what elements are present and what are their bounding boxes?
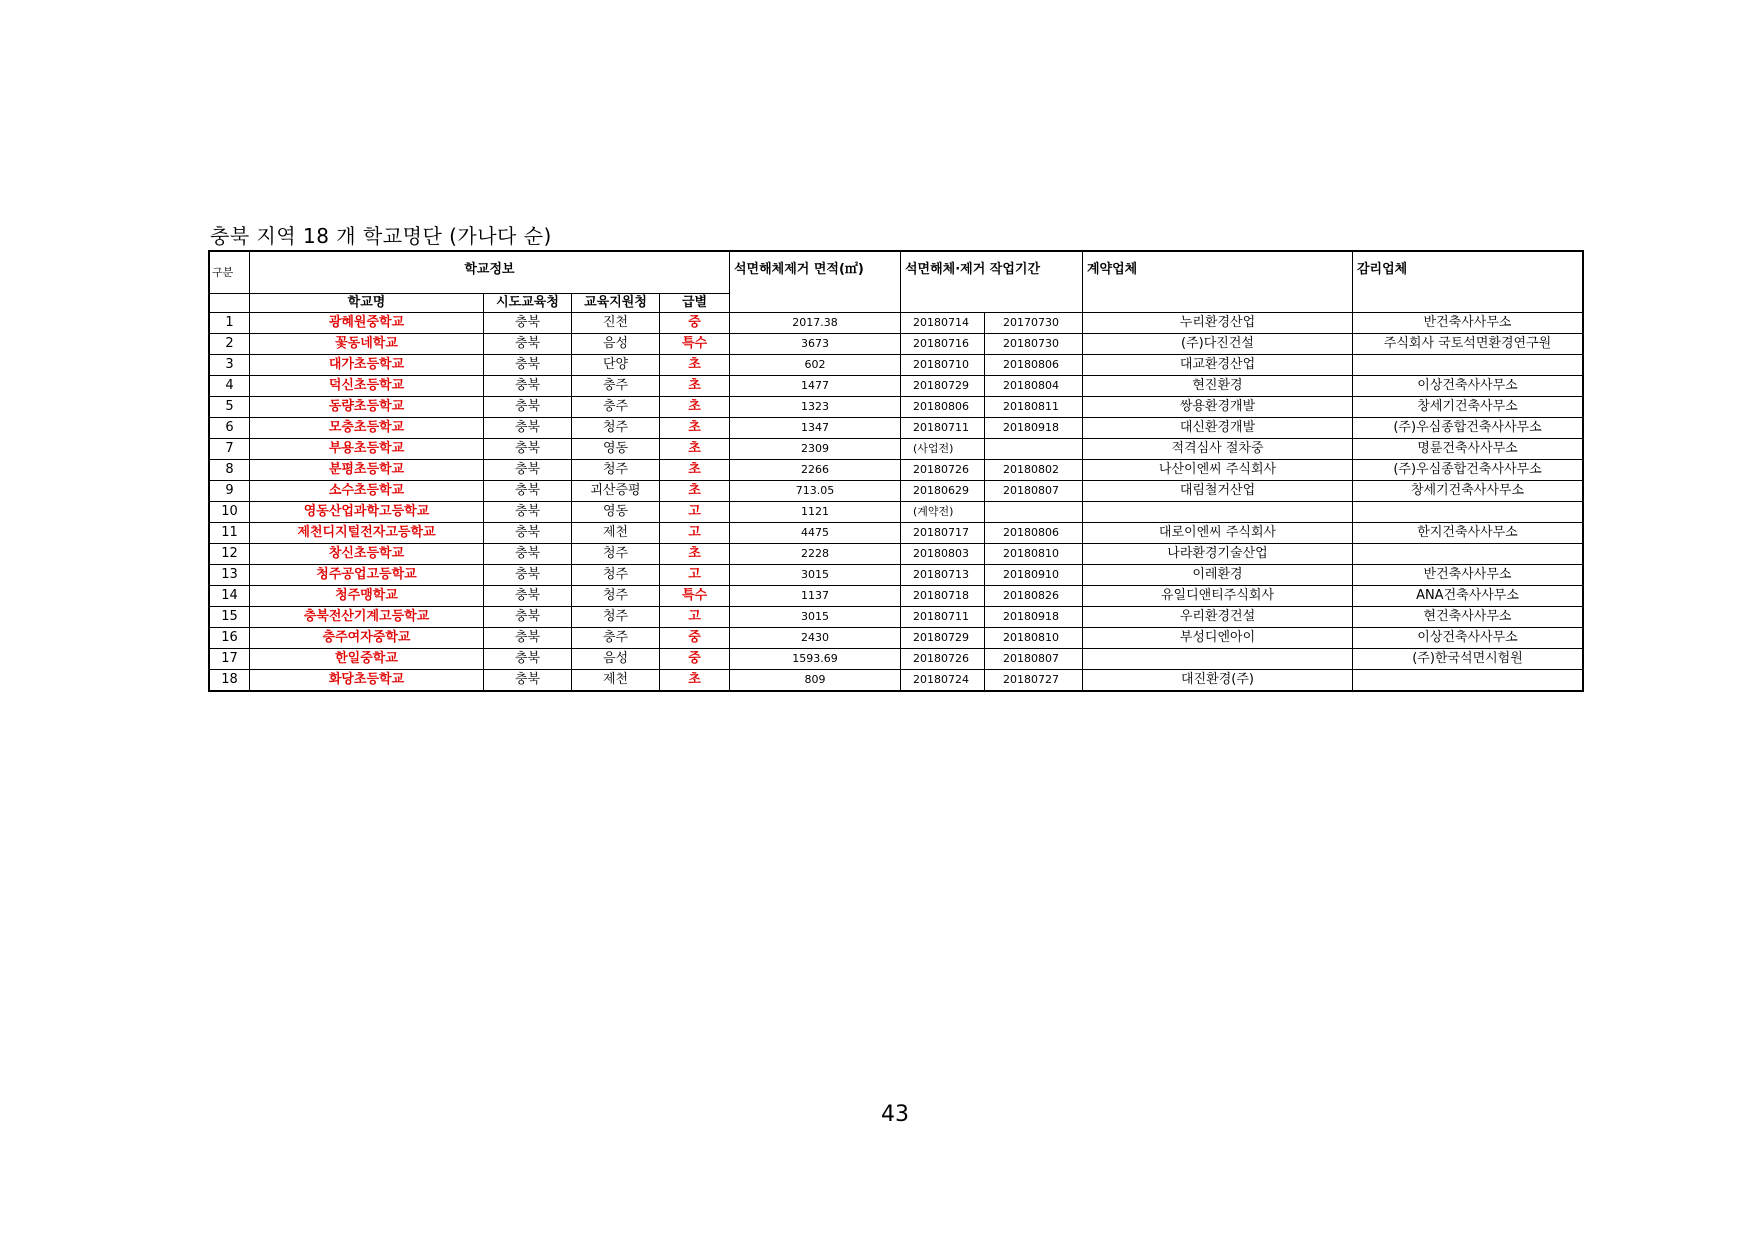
work-start: 20180726 (901, 649, 985, 670)
school-level: 고 (660, 523, 730, 544)
support-office: 진천 (572, 313, 660, 334)
support-office: 영동 (572, 439, 660, 460)
office: 충북 (484, 670, 572, 691)
support-office: 청주 (572, 586, 660, 607)
office: 충북 (484, 544, 572, 565)
row-number: 15 (210, 607, 250, 628)
work-start: 20180713 (901, 565, 985, 586)
school-name: 동량초등학교 (250, 397, 484, 418)
office: 충북 (484, 565, 572, 586)
row-number: 10 (210, 502, 250, 523)
row-number: 4 (210, 376, 250, 397)
work-start: 20180711 (901, 607, 985, 628)
school-level: 초 (660, 418, 730, 439)
removal-area: 2430 (730, 628, 901, 649)
header-school-info: 학교정보 (250, 252, 730, 294)
support-office: 청주 (572, 418, 660, 439)
work-end: 20180806 (985, 523, 1083, 544)
school-list-table (209, 251, 1583, 691)
row-number: 16 (210, 628, 250, 649)
contractor: 대진환경(주) (1083, 670, 1353, 691)
work-end: 20180826 (985, 586, 1083, 607)
row-number: 2 (210, 334, 250, 355)
contractor: 나라환경기술산업 (1083, 544, 1353, 565)
work-start: 20180803 (901, 544, 985, 565)
school-name: 창신초등학교 (250, 544, 484, 565)
school-level: 초 (660, 397, 730, 418)
support-office: 단양 (572, 355, 660, 376)
support-office: 음성 (572, 649, 660, 670)
contractor: 현진환경 (1083, 376, 1353, 397)
work-start: 20180729 (901, 628, 985, 649)
table-row (210, 460, 1583, 481)
school-level: 초 (660, 376, 730, 397)
row-number: 13 (210, 565, 250, 586)
work-end: 20180730 (985, 334, 1083, 355)
school-level: 고 (660, 607, 730, 628)
work-start: 20180729 (901, 376, 985, 397)
header-office: 시도교육청 (484, 294, 572, 313)
removal-area: 3673 (730, 334, 901, 355)
contractor: 대림철거산업 (1083, 481, 1353, 502)
work-end: 20180810 (985, 544, 1083, 565)
work-start: 20180806 (901, 397, 985, 418)
table-row (210, 502, 1583, 523)
support-office: 청주 (572, 607, 660, 628)
school-level: 특수 (660, 586, 730, 607)
school-name: 청주맹학교 (250, 586, 484, 607)
school-name: 한일중학교 (250, 649, 484, 670)
office: 충북 (484, 418, 572, 439)
contractor: 우리환경건설 (1083, 607, 1353, 628)
removal-area: 1593.69 (730, 649, 901, 670)
table-row (210, 607, 1583, 628)
supervisor: 주식회사 국토석면환경연구원 (1353, 334, 1583, 355)
table-row (210, 481, 1583, 502)
supervisor: 현건축사사무소 (1353, 607, 1583, 628)
school-name: 부용초등학교 (250, 439, 484, 460)
supervisor: (주)우심종합건축사사무소 (1353, 460, 1583, 481)
support-office: 청주 (572, 565, 660, 586)
school-level: 초 (660, 670, 730, 691)
support-office: 영동 (572, 502, 660, 523)
removal-area: 1347 (730, 418, 901, 439)
school-level: 중 (660, 649, 730, 670)
work-start: 20180714 (901, 313, 985, 334)
office: 충북 (484, 376, 572, 397)
removal-area: 1477 (730, 376, 901, 397)
school-level: 중 (660, 313, 730, 334)
supervisor: 이상건축사사무소 (1353, 376, 1583, 397)
supervisor: (주)우심종합건축사사무소 (1353, 418, 1583, 439)
work-start: 20180717 (901, 523, 985, 544)
contractor: 대신환경개발 (1083, 418, 1353, 439)
work-start: 20180716 (901, 334, 985, 355)
office: 충북 (484, 607, 572, 628)
school-level: 특수 (660, 334, 730, 355)
support-office: 청주 (572, 460, 660, 481)
removal-area: 2228 (730, 544, 901, 565)
contractor: 대로이엔씨 주식회사 (1083, 523, 1353, 544)
table-row (210, 334, 1583, 355)
work-start: 20180711 (901, 418, 985, 439)
school-name: 영동산업과학고등학교 (250, 502, 484, 523)
work-end (985, 502, 1083, 523)
support-office: 충주 (572, 376, 660, 397)
removal-area: 2309 (730, 439, 901, 460)
supervisor (1353, 502, 1583, 523)
contractor: 유일디앤티주식회사 (1083, 586, 1353, 607)
work-start: (사업전) (901, 439, 985, 460)
page-number: 43 (881, 1102, 909, 1127)
removal-area: 809 (730, 670, 901, 691)
work-end: 20180810 (985, 628, 1083, 649)
table-row (210, 649, 1583, 670)
school-name: 충주여자중학교 (250, 628, 484, 649)
removal-area: 713.05 (730, 481, 901, 502)
contractor: 쌍용환경개발 (1083, 397, 1353, 418)
table-row (210, 313, 1583, 334)
school-level: 초 (660, 460, 730, 481)
supervisor: (주)한국석면시험원 (1353, 649, 1583, 670)
table-row (210, 376, 1583, 397)
contractor: 누리환경산업 (1083, 313, 1353, 334)
row-number: 5 (210, 397, 250, 418)
school-name: 청주공업고등학교 (250, 565, 484, 586)
row-number: 1 (210, 313, 250, 334)
work-end: 20170730 (985, 313, 1083, 334)
row-number: 17 (210, 649, 250, 670)
row-number: 18 (210, 670, 250, 691)
work-end (985, 439, 1083, 460)
work-start: 20180726 (901, 460, 985, 481)
contractor (1083, 502, 1353, 523)
header-level: 급별 (660, 294, 730, 313)
removal-area: 2266 (730, 460, 901, 481)
table-row (210, 418, 1583, 439)
document-title: 충북 지역 18 개 학교명단 (가나다 순) (210, 224, 552, 248)
work-end: 20180806 (985, 355, 1083, 376)
table-row (210, 397, 1583, 418)
header-gubun: 구분 (210, 252, 250, 294)
contractor: (주)다진건설 (1083, 334, 1353, 355)
support-office: 제천 (572, 523, 660, 544)
school-name: 화당초등학교 (250, 670, 484, 691)
support-office: 괴산증평 (572, 481, 660, 502)
row-number: 7 (210, 439, 250, 460)
contractor: 대교환경산업 (1083, 355, 1353, 376)
work-end: 20180802 (985, 460, 1083, 481)
school-name: 대가초등학교 (250, 355, 484, 376)
header-gubun-empty (210, 294, 250, 313)
table-row (210, 355, 1583, 376)
school-name: 광혜원중학교 (250, 313, 484, 334)
removal-area: 602 (730, 355, 901, 376)
table-body (210, 313, 1583, 691)
header-row-1 (210, 252, 1583, 294)
office: 충북 (484, 313, 572, 334)
table-row (210, 544, 1583, 565)
table-row (210, 670, 1583, 691)
work-end: 20180807 (985, 649, 1083, 670)
supervisor (1353, 670, 1583, 691)
office: 충북 (484, 523, 572, 544)
work-end: 20180910 (985, 565, 1083, 586)
supervisor: 이상건축사사무소 (1353, 628, 1583, 649)
support-office: 음성 (572, 334, 660, 355)
row-number: 6 (210, 418, 250, 439)
removal-area: 1323 (730, 397, 901, 418)
header-supervisor: 감리업체 (1353, 252, 1583, 313)
removal-area: 4475 (730, 523, 901, 544)
office: 충북 (484, 460, 572, 481)
school-name: 분평초등학교 (250, 460, 484, 481)
removal-area: 2017.38 (730, 313, 901, 334)
school-level: 중 (660, 628, 730, 649)
support-office: 청주 (572, 544, 660, 565)
supervisor (1353, 544, 1583, 565)
supervisor: ANA건축사사무소 (1353, 586, 1583, 607)
support-office: 충주 (572, 628, 660, 649)
supervisor: 반건축사사무소 (1353, 565, 1583, 586)
removal-area: 1137 (730, 586, 901, 607)
office: 충북 (484, 649, 572, 670)
work-start: 20180629 (901, 481, 985, 502)
school-name: 제천디지털전자고등학교 (250, 523, 484, 544)
school-level: 초 (660, 355, 730, 376)
supervisor: 반건축사사무소 (1353, 313, 1583, 334)
supervisor: 창세기건축사무소 (1353, 397, 1583, 418)
school-level: 초 (660, 544, 730, 565)
office: 충북 (484, 334, 572, 355)
table-row (210, 523, 1583, 544)
school-name: 덕신초등학교 (250, 376, 484, 397)
office: 충북 (484, 439, 572, 460)
support-office: 제천 (572, 670, 660, 691)
header-school-name: 학교명 (250, 294, 484, 313)
header-support-office: 교육지원청 (572, 294, 660, 313)
school-name: 꽃동네학교 (250, 334, 484, 355)
school-level: 고 (660, 502, 730, 523)
work-end: 20180727 (985, 670, 1083, 691)
work-start: 20180724 (901, 670, 985, 691)
office: 충북 (484, 502, 572, 523)
office: 충북 (484, 397, 572, 418)
removal-area: 3015 (730, 607, 901, 628)
work-end: 20180918 (985, 607, 1083, 628)
work-end: 20180811 (985, 397, 1083, 418)
removal-area: 1121 (730, 502, 901, 523)
table-row (210, 565, 1583, 586)
removal-area: 3015 (730, 565, 901, 586)
row-number: 9 (210, 481, 250, 502)
contractor: 나산이엔씨 주식회사 (1083, 460, 1353, 481)
school-name: 소수초등학교 (250, 481, 484, 502)
table-row (210, 628, 1583, 649)
supervisor: 창세기건축사사무소 (1353, 481, 1583, 502)
school-level: 고 (660, 565, 730, 586)
work-start: 20180710 (901, 355, 985, 376)
header-area: 석면해체제거 면적(㎡) (730, 252, 901, 313)
support-office: 충주 (572, 397, 660, 418)
work-end: 20180918 (985, 418, 1083, 439)
work-end: 20180807 (985, 481, 1083, 502)
school-level: 초 (660, 481, 730, 502)
row-number: 12 (210, 544, 250, 565)
school-name: 모충초등학교 (250, 418, 484, 439)
supervisor (1353, 355, 1583, 376)
row-number: 14 (210, 586, 250, 607)
school-name: 충북전산기계고등학교 (250, 607, 484, 628)
supervisor: 한지건축사사무소 (1353, 523, 1583, 544)
office: 충북 (484, 628, 572, 649)
office: 충북 (484, 481, 572, 502)
contractor: 이레환경 (1083, 565, 1353, 586)
row-number: 8 (210, 460, 250, 481)
contractor: 부성디엔아이 (1083, 628, 1353, 649)
header-period: 석면해체·제거 작업기간 (901, 252, 1083, 313)
contractor (1083, 649, 1353, 670)
row-number: 11 (210, 523, 250, 544)
work-start: 20180718 (901, 586, 985, 607)
school-level: 초 (660, 439, 730, 460)
header-contractor: 계약업체 (1083, 252, 1353, 313)
work-end: 20180804 (985, 376, 1083, 397)
supervisor: 명륜건축사사무소 (1353, 439, 1583, 460)
row-number: 3 (210, 355, 250, 376)
office: 충북 (484, 355, 572, 376)
work-start: (계약전) (901, 502, 985, 523)
contractor: 적격심사 절차중 (1083, 439, 1353, 460)
table-row (210, 586, 1583, 607)
table-row (210, 439, 1583, 460)
office: 충북 (484, 586, 572, 607)
